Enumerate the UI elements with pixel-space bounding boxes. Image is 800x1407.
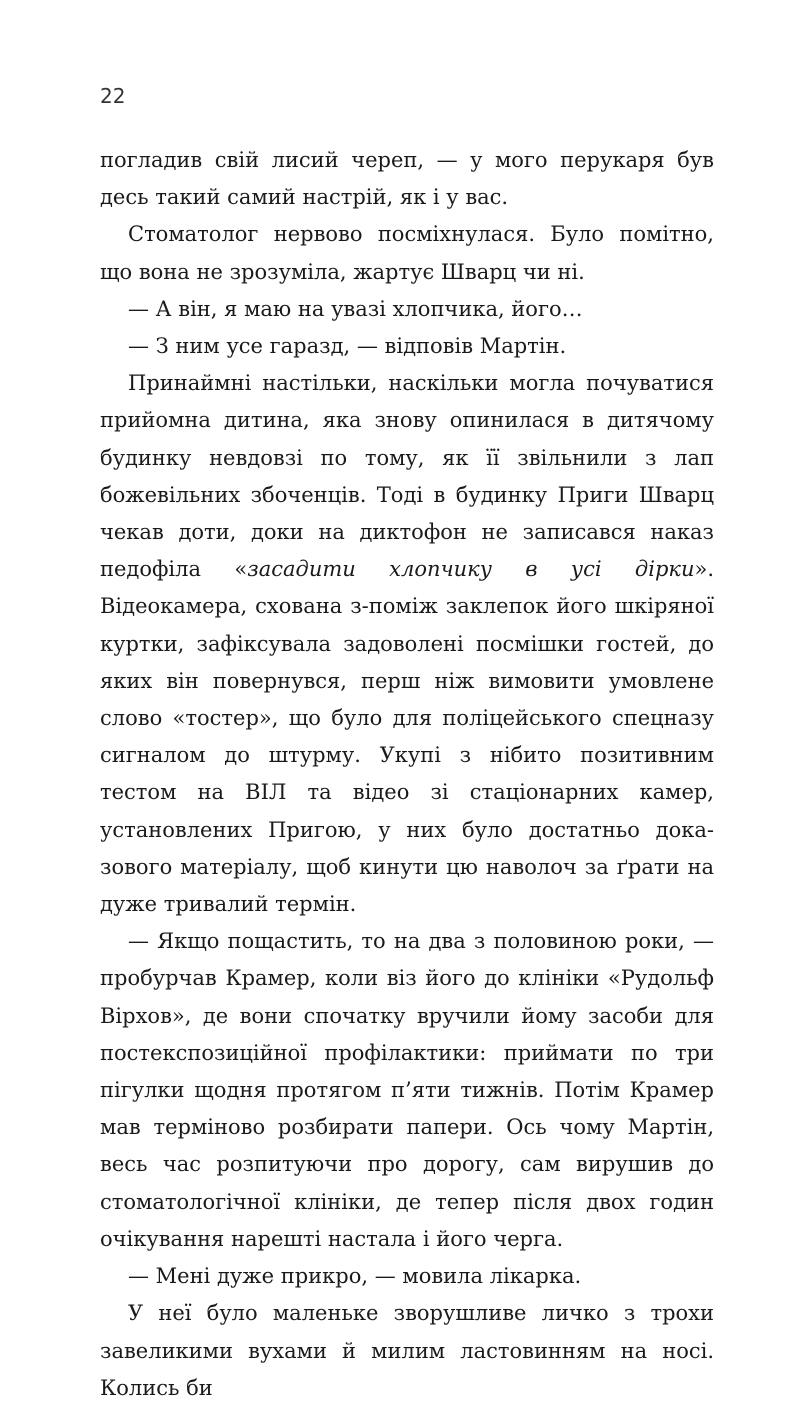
paragraph: Стоматолог нервово посміхнулася. Було помітно, що вона не зрозуміла, жартує Шварц чи ні. [100,222,714,284]
dialogue-line: — Мені дуже прикро, — мовила лікарка. [128,1264,582,1289]
dialogue-line: — З ним усе гаразд, — відповів Мартін. [128,334,567,359]
paragraph: У неї було маленьке зворушливе личко з трохи завеликими вухами й милим ластовинням на носі. Колись би [100,1301,714,1400]
paragraph-text: ». Відеокамера, схована з-поміж заклепок його шкіряної куртки, зафіксувала задоволені посмішки гостей, до яких він повернувся, перш ніж вимовити умовлене слово «тостер», що було для поліцейського спецназу сигналом до штурму. Укупі з нібито позитивним тестом на ВІЛ та відео зі стаціонарних камер, установлених Пригою, у них було достатньо доказового матеріалу, щоб кинути цю наволоч за ґрати на дуже тривалий термін. [100,557,714,917]
dialogue-line: — А він, я маю на увазі хлопчика, його… [128,296,583,321]
paragraph [100,365,714,923]
paragraph-text: Принаймні настільки, наскільки могла почуватися прийомна дитина, яка знову опинилася в дитячому будинку невдовзі по тому, як її звільнили з лап божевільних збоченців. Тоді в будинку Приги Шварц чекав доти, доки на диктофон не записався наказ педофіла « [100,371,714,582]
dialogue-line: — Якщо пощастить, то на два з половиною роки, — пробурчав Крамер, коли віз його до клініки «Рудольф Вірхов», де вони спочатку вручили йому засоби для постекспозиційної профілактики: приймати по три пігулки щодня протягом п’яти тижнів. Потім Крамер мав терміново розбирати папери. Ось чому Мартін, весь час розпитуючи про дорогу, сам вирушив до стоматологічної клініки, де тепер після двох годин очікування нарешті настала і його черга. [100,929,714,1251]
text-body [100,142,714,1407]
italic-quote: засадити хлопчику в усі дірки [247,557,695,582]
paragraph-continuation: погладив свій лисий череп, — у мого перукаря був десь такий самий настрій, як і у вас. [100,148,714,210]
page-number: 22 [100,84,126,108]
